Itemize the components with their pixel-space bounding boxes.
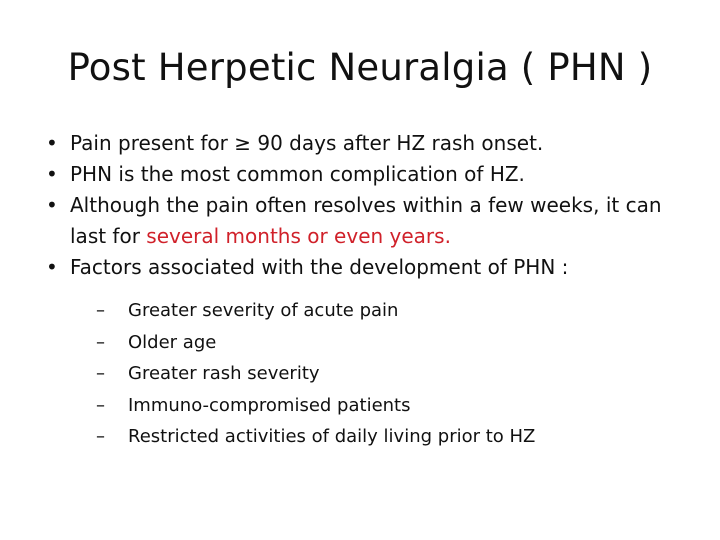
sub-bullet-text: Restricted activities of daily living prior to HZ xyxy=(128,426,536,447)
sub-bullet-list xyxy=(70,295,686,453)
bullet-text: PHN is the most common complication of HZ. xyxy=(70,162,525,186)
bullet-item xyxy=(46,190,686,252)
bullet-item xyxy=(46,128,686,159)
bullet-dot-icon: • xyxy=(46,131,58,155)
sub-bullet-item xyxy=(70,327,686,359)
highlighted-text: several months or even years. xyxy=(146,224,451,248)
bullet-text: Factors associated with the development of PHN : xyxy=(70,255,569,279)
bullet-item xyxy=(46,252,686,453)
sub-bullet-text: Immuno-compromised patients xyxy=(128,394,411,416)
sub-bullet-item xyxy=(70,390,686,422)
bullet-dot-icon: • xyxy=(46,193,58,217)
sub-bullet-item xyxy=(70,421,686,453)
bullet-dot-icon: • xyxy=(46,162,58,186)
slide-title: Post Herpetic Neuralgia ( PHN ) xyxy=(67,46,653,89)
dash-icon: – xyxy=(96,426,105,447)
bullet-list xyxy=(46,128,686,453)
dash-icon: – xyxy=(96,363,105,384)
bullet-dot-icon: • xyxy=(46,255,58,279)
dash-icon: – xyxy=(96,331,105,353)
sub-bullet-item xyxy=(70,358,686,390)
sub-bullet-text: Greater rash severity xyxy=(128,363,320,384)
dash-icon: – xyxy=(96,300,105,321)
sub-bullet-item xyxy=(70,295,686,327)
bullet-text: Pain present for ≥ 90 days after HZ rash onset. xyxy=(70,131,544,155)
bullet-item xyxy=(46,159,686,190)
sub-bullet-text: Older age xyxy=(128,331,217,353)
dash-icon: – xyxy=(96,394,105,416)
bullet-text: Although the pain often resolves within a few weeks, it can last for xyxy=(70,193,662,248)
sub-bullet-text: Greater severity of acute pain xyxy=(128,300,399,321)
